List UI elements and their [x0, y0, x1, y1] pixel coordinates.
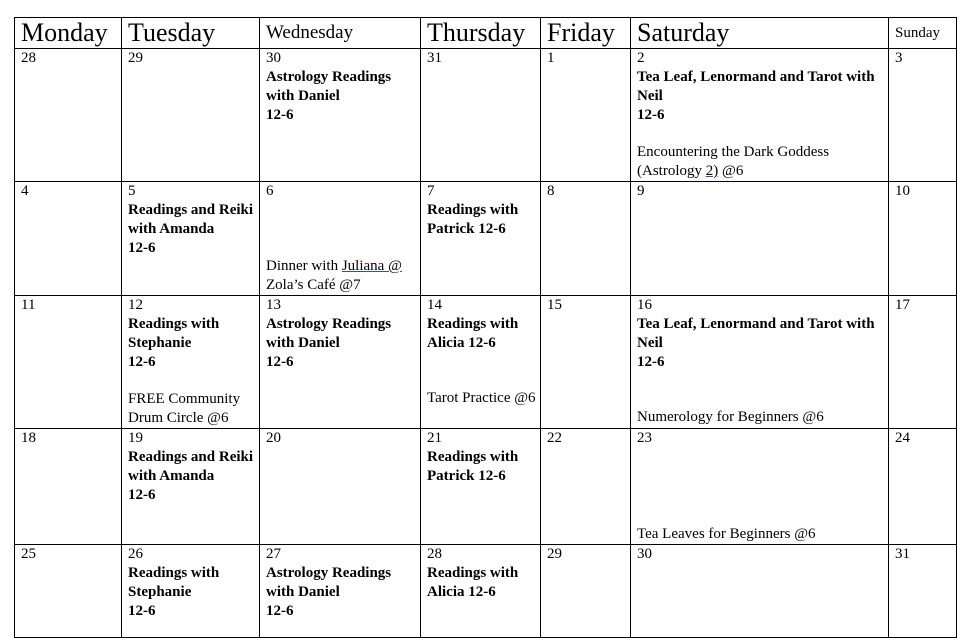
day-number: 29: [128, 50, 143, 66]
day-number: 8: [547, 183, 555, 199]
day-number: 23: [637, 430, 652, 446]
day-cell: [631, 182, 889, 296]
day-number: 3: [895, 50, 903, 66]
header-sunday: Sunday: [889, 18, 957, 49]
day-cell: [421, 545, 541, 638]
day-number: 2: [637, 50, 645, 66]
day-number: 19: [128, 430, 143, 446]
day-number: 9: [637, 183, 645, 199]
event-time: 12-6: [128, 603, 156, 619]
day-cell: [541, 49, 631, 182]
day-cell: [15, 182, 122, 296]
day-cell: [541, 545, 631, 638]
week-row: [15, 296, 957, 429]
event-title: Readings and Reiki with Amanda: [128, 449, 254, 484]
event-link[interactable]: 2): [705, 163, 719, 179]
event-time: 12-6: [128, 240, 156, 256]
day-number: 29: [547, 546, 562, 562]
day-cell: [15, 296, 122, 429]
event-title: Astrology Readings with Daniel: [266, 69, 392, 104]
day-number: 31: [895, 546, 910, 562]
day-number: 4: [21, 183, 29, 199]
day-number: 28: [21, 50, 36, 66]
day-cell: [122, 49, 260, 182]
day-number: 24: [895, 430, 910, 446]
day-number: 5: [128, 183, 136, 199]
day-number: 30: [266, 50, 281, 66]
day-number: 7: [427, 183, 435, 199]
day-number: 31: [427, 50, 442, 66]
day-cell: [260, 429, 421, 545]
day-cell: [421, 296, 541, 429]
event-note: Encountering the Dark Goddess (Astrology 2) @6: [637, 144, 830, 179]
calendar-table: [14, 17, 957, 638]
event-title: Readings with Stephanie: [128, 316, 220, 351]
day-cell: [541, 296, 631, 429]
day-number: 15: [547, 297, 562, 313]
day-number: 14: [427, 297, 442, 313]
event-title: Readings and Reiki with Amanda: [128, 202, 254, 237]
header-saturday: Saturday: [631, 18, 889, 49]
event-title: Readings with Patrick 12-6: [427, 202, 519, 237]
day-number: 26: [128, 546, 143, 562]
day-cell: [260, 545, 421, 638]
week-row: [15, 545, 957, 638]
event-time: 12-6: [266, 107, 294, 123]
day-number: 28: [427, 546, 442, 562]
day-number: 21: [427, 430, 442, 446]
day-cell: [260, 182, 421, 296]
day-cell: [631, 49, 889, 182]
week-row: [15, 182, 957, 296]
event-time: 12-6: [637, 354, 665, 370]
event-time: 12-6: [128, 354, 156, 370]
day-number: 6: [266, 183, 274, 199]
event-time: 12-6: [128, 487, 156, 503]
day-number: 20: [266, 430, 281, 446]
day-number: 16: [637, 297, 652, 313]
event-title: Readings with Stephanie: [128, 565, 220, 600]
event-time: 12-6: [637, 107, 665, 123]
day-number: 1: [547, 50, 555, 66]
day-cell: [889, 296, 957, 429]
day-cell: [889, 545, 957, 638]
event-note: Tea Leaves for Beginners @6: [637, 526, 816, 542]
event-title: Readings with Patrick 12-6: [427, 449, 519, 484]
event-link[interactable]: Juliana @: [341, 258, 402, 274]
day-cell: [889, 182, 957, 296]
day-number: 25: [21, 546, 36, 562]
event-note: Numerology for Beginners @6: [637, 409, 824, 425]
day-number: 22: [547, 430, 562, 446]
day-number: 30: [637, 546, 652, 562]
day-number: 12: [128, 297, 143, 313]
day-cell: [631, 296, 889, 429]
event-title: Readings with Alicia 12-6: [427, 316, 519, 351]
day-cell: [122, 545, 260, 638]
header-row: [15, 18, 957, 49]
day-cell: [631, 545, 889, 638]
event-title: Readings with Alicia 12-6: [427, 565, 519, 600]
day-cell: [15, 49, 122, 182]
week-row: [15, 429, 957, 545]
day-number: 13: [266, 297, 281, 313]
header-monday: Monday: [15, 18, 122, 49]
day-cell: [541, 429, 631, 545]
event-time: 12-6: [266, 603, 294, 619]
header-wednesday: Wednesday: [260, 18, 421, 49]
day-cell: [260, 49, 421, 182]
event-note: Tarot Practice @6: [427, 390, 536, 406]
day-number: 27: [266, 546, 281, 562]
day-cell: [541, 182, 631, 296]
day-number: 17: [895, 297, 910, 313]
day-number: 10: [895, 183, 910, 199]
event-title: Tea Leaf, Lenormand and Tarot with Neil: [637, 316, 875, 351]
day-cell: [421, 429, 541, 545]
day-number: 11: [21, 297, 36, 313]
event-time: 12-6: [266, 354, 294, 370]
week-row: [15, 49, 957, 182]
header-tuesday: Tuesday: [122, 18, 260, 49]
day-cell: [421, 49, 541, 182]
day-cell: [889, 429, 957, 545]
day-cell: [122, 182, 260, 296]
day-cell: [122, 296, 260, 429]
event-title: Astrology Readings with Daniel: [266, 565, 392, 600]
event-note: FREE Community Drum Circle @6: [128, 391, 241, 426]
event-title: Tea Leaf, Lenormand and Tarot with Neil: [637, 69, 875, 104]
day-cell: [15, 429, 122, 545]
day-number: 18: [21, 430, 36, 446]
day-cell: [15, 545, 122, 638]
day-cell: [260, 296, 421, 429]
header-thursday: Thursday: [421, 18, 541, 49]
day-cell: [631, 429, 889, 545]
event-note: Dinner with Juliana @ Zola’s Café @7: [266, 258, 402, 293]
day-cell: [889, 49, 957, 182]
day-cell: [122, 429, 260, 545]
day-cell: [421, 182, 541, 296]
header-friday: Friday: [541, 18, 631, 49]
event-title: Astrology Readings with Daniel: [266, 316, 392, 351]
